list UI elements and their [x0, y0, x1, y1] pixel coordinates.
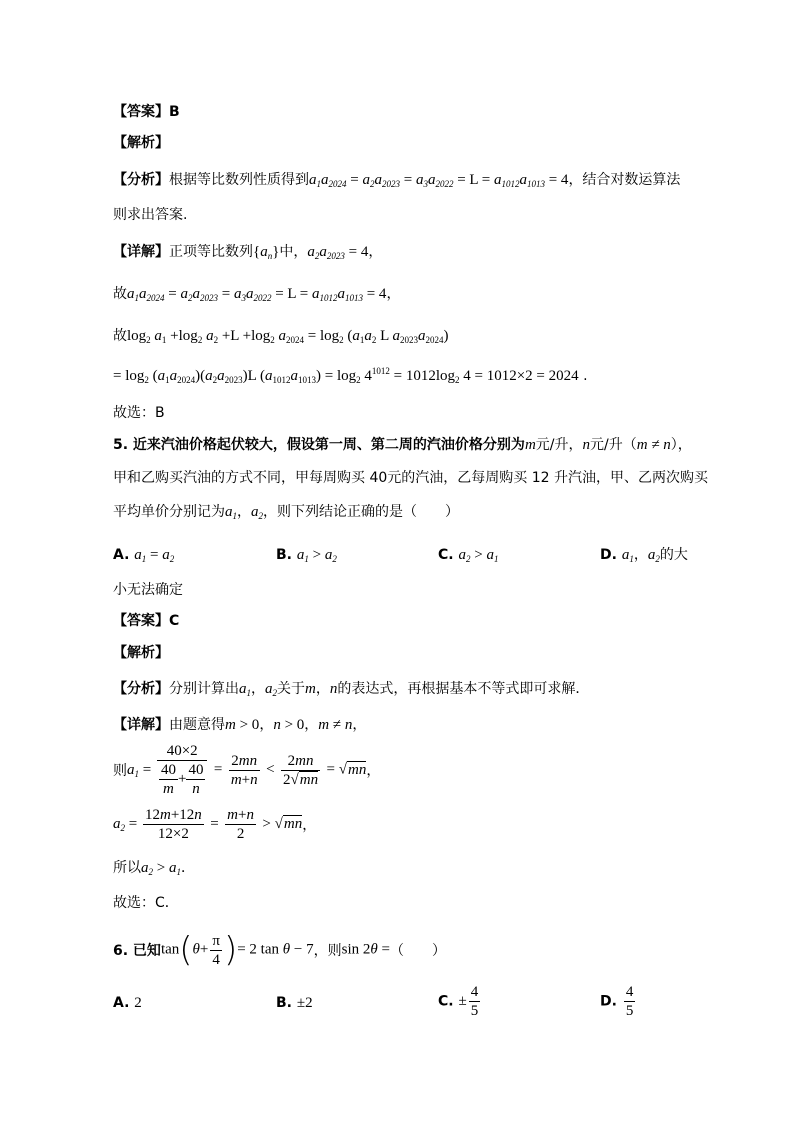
option-letter: D. [600, 547, 617, 563]
q5-guxuan: 故选：C． [113, 895, 179, 911]
option-value: ±2 [296, 995, 313, 1011]
formula: = $\log_2 (a_1a_{2024})(a_2a_{2023})L$ $(a_{1012}a_{1013}) = \log_2 4^{1012} = 1012\log_2$ 4 = 1012×2 = 2024 [113, 366, 579, 385]
fenxi-text: 根据等比数列性质得到 [169, 172, 309, 188]
q4-line-gu1: 故$a_1a_{2024} = a_2a_{2023} = a_3a_{2022} = L = a_{1012}a_{1013} = 4$， [113, 286, 401, 303]
fraction: 40×2 $\frac{40}{m}$ + $\frac{40}{n}$ [157, 742, 207, 798]
unit-text: 元/升（ [590, 437, 637, 453]
q5-option-d[interactable]: D. $a_1$，$a_2$的大 [600, 547, 688, 564]
q4-fenxi-line2: 则求出答案. [113, 207, 188, 223]
q5-stem-line3: 平均单价分别记为$a_1$，$a_2$，则下列结论正确的是（ ） [113, 504, 459, 521]
q5-suoyi: 所以$a_2 > a_1$． [113, 860, 195, 877]
fraction: $\frac{4}{5}$ [625, 984, 634, 1019]
q5-stem-line1: 5. 近来汽油价格起伏较大，假设第一周、第二周的汽油价格分别为m元/升，n元/升（m ≠ n）， [113, 437, 692, 453]
fraction: $\frac{2mn}{m+n}$ [230, 752, 258, 788]
q5-option-a[interactable]: A. $a_1 = a_2$ [113, 547, 175, 564]
unit-text: 元/升， [535, 437, 583, 453]
q6-stem-text: ，则 [313, 943, 342, 959]
option-d-text: 的大 [659, 547, 688, 563]
q5-answer [113, 611, 179, 631]
q4-line-gu2 [113, 326, 449, 346]
option-value: 2 [134, 995, 142, 1011]
q6-stem: 6. 已知tan(θ+ $\frac{\pi}{4}$ )= 2 tan θ − 7，则sin 2θ =（ ） [113, 930, 446, 970]
q5-analysis-heading: 【解析】 [113, 645, 169, 661]
q5-stem-text: 5. 近来汽油价格起伏较大，假设第一周、第二周的汽油价格分别为 [113, 437, 525, 453]
fraction: $\frac{12m+12n}{12\times 2}$ [144, 807, 202, 842]
fenxi-label: 【分析】 [113, 681, 169, 697]
q6-stem-text: 6. 已知 [113, 943, 161, 959]
q4-line-result: = $\log_2 (a_1a_{2024})(a_2a_{2023})L$ $(a_{1012}a_{1013}) = \log_2 4^{1012} = 1012\log_2$ 4 = 1012×2 = 2024 . [113, 366, 588, 385]
xiangjie-label: 【详解】 [113, 244, 169, 260]
q5-xiangjie: 【详解】由题意得m > 0，n > 0，m ≠ n， [113, 717, 367, 733]
q4-xiangjie-line1: 【详解】正项等比数列$\{a_n\}$中，$a_2a_{2023} = 4$， [113, 244, 383, 261]
formula: $a_1a_{2024} = a_2a_{2023} = a_3a_{2022} = L = a_{1012}a_{1013} = 4$ [127, 286, 387, 303]
suoyi-text: 所以 [113, 860, 141, 876]
option-letter: A. [113, 995, 130, 1011]
answer-label: 【答案】 [113, 104, 169, 120]
q5-stem-line2: 甲和乙购买汽油的方式不同，甲每周购买 40元的汽油，乙每周购买 12 升汽油，甲、乙两次购买 [113, 470, 708, 486]
fenxi-text: 关于 [277, 681, 305, 697]
q5-option-b[interactable]: B. $a_1 > a_2$ [276, 547, 337, 564]
q5-a2-formula: $a_2$ = $\frac{12m+12n}{12\times 2}$ = $\frac{m+n}{2}$ > √mn， [113, 807, 317, 842]
q6-option-a[interactable] [113, 993, 142, 1013]
answer-value: B [169, 104, 180, 120]
ze-text: 则 [113, 763, 127, 779]
gu-text: 故 [113, 328, 127, 344]
gu-text: 故 [113, 286, 127, 302]
q4-analysis-heading: 【解析】 [113, 135, 169, 151]
xiangjie-label: 【详解】 [113, 717, 169, 733]
xiangjie-text: 正项等比数列 [169, 244, 253, 260]
q5-a1-formula: 则$a_1$ = 40×2 $\frac{40}{m}$ + $\frac{40}{n}$ = $\frac{2mn}{m+n}$ < $\frac{2mn}{2√mn}$ = √mn， [113, 743, 381, 797]
q5-option-d-cont: 小无法确定 [113, 582, 183, 598]
q6-stem-text: （ ） [389, 943, 446, 959]
q4-fenxi-line1 [113, 170, 680, 190]
formula: $\log_2 a_1 +\log_2$ $a_2 +L +\log_2$ $a_{2024} = \log_2 (a_1a_2$ L $a_{2023}a_{2024}$) [127, 328, 449, 345]
q6-option-d[interactable] [600, 983, 637, 1020]
formula: $a_2a_{2023} = 4$ [307, 244, 369, 261]
fraction: $\frac{2mn}{2√mn}$ [283, 752, 319, 788]
option-letter: C. [438, 993, 454, 1010]
q5-stem-text: 平均单价分别记为 [113, 504, 225, 520]
xiangjie-text: 中， [279, 244, 308, 260]
option-letter: B. [276, 995, 292, 1011]
fenxi-text: ，结合对数运算法 [568, 172, 681, 188]
fraction: $\frac{m+n}{2}$ [227, 807, 254, 842]
option-letter: B. [276, 547, 292, 563]
fraction: $\frac{\pi}{4}$ [212, 932, 220, 968]
fraction: $\frac{4}{5}$ [470, 984, 479, 1019]
q5-stem-text: ，则下列结论正确的是（ ） [263, 504, 459, 520]
q5-fenxi: 【分析】分别计算出$a_1$，$a_2$关于m，n的表达式，再根据基本不等式即可求解． [113, 681, 590, 698]
q6-option-c[interactable]: C. ± $\frac{4}{5}$ [438, 984, 479, 1019]
q4-answer [113, 102, 180, 122]
option-letter: A. [113, 547, 130, 563]
formula: $\{a_n\}$ [253, 244, 280, 261]
answer-label: 【答案】 [113, 613, 169, 629]
q5-option-c[interactable]: C. $a_2 > a_1$ [438, 547, 499, 564]
fenxi-text: 的表达式，再根据基本不等式即可求解． [337, 681, 590, 697]
q4-guxuan: 故选：B [113, 405, 165, 421]
option-letter: C. [438, 547, 454, 563]
fenxi-text: 分别计算出 [169, 681, 239, 697]
formula: $a_1a_{2024} = a_2a_{2023} = a_3a_{2022} = L = a_{1012}a_{1013} = 4$ [309, 172, 569, 189]
fenxi-label: 【分析】 [113, 172, 169, 188]
answer-value: C [169, 613, 180, 629]
xiangjie-text: 由题意得 [169, 717, 225, 733]
q6-option-b[interactable] [276, 993, 313, 1013]
option-letter: D. [600, 993, 617, 1010]
q5-stem-text: ）， [670, 437, 692, 453]
